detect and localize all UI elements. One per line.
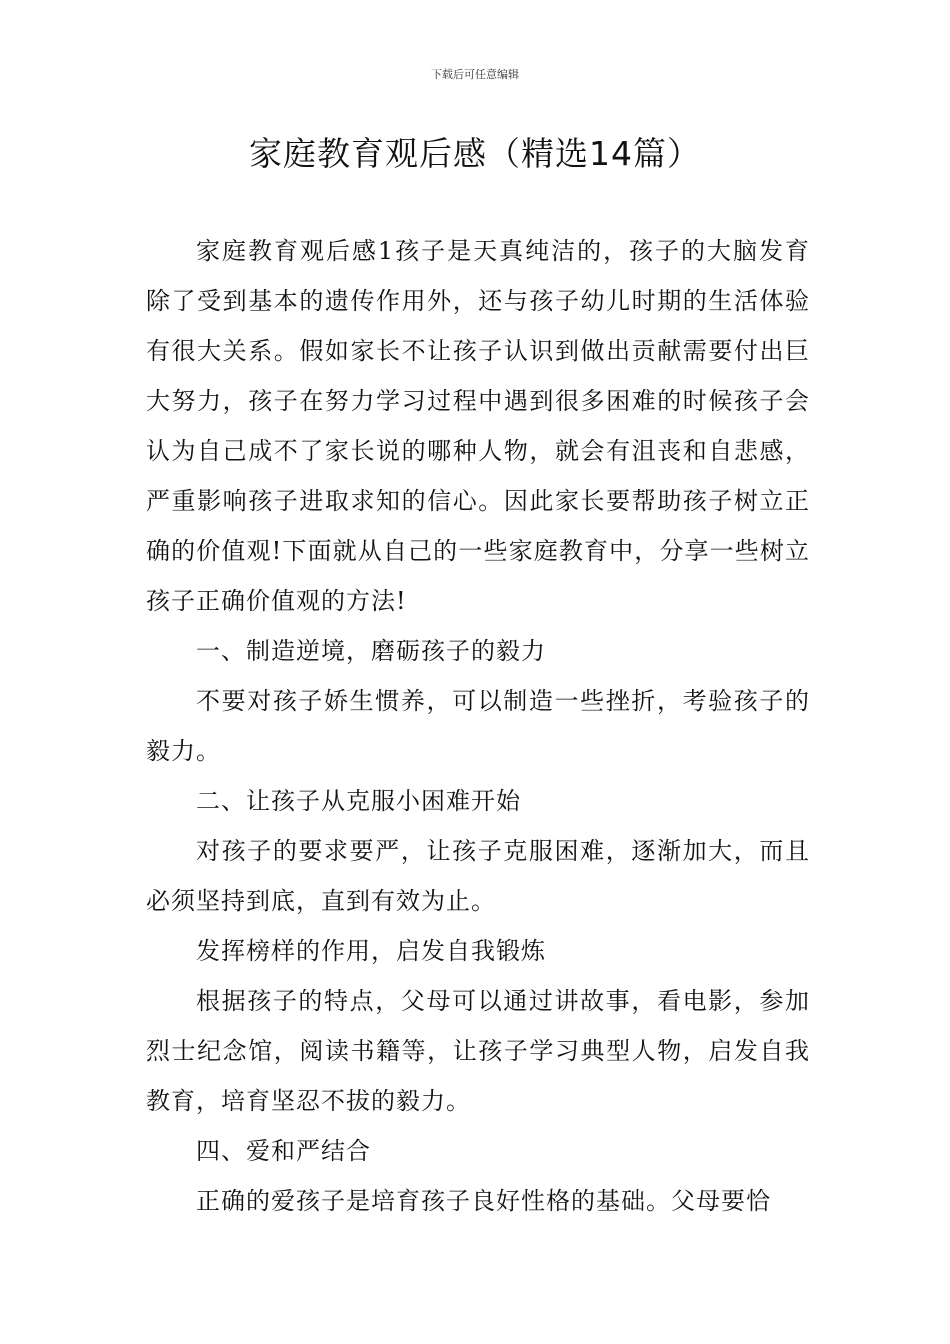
paragraph-section-2: 对孩子的要求要严，让孩子克服困难，逐渐加大，而且必须坚持到底，直到有效为止。 [146, 837, 810, 915]
document-title: 家庭教育观后感（精选14篇） [249, 134, 701, 173]
paragraph-section-3: 根据孩子的特点，父母可以通过讲故事，看电影，参加烈士纪念馆，阅读书籍等，让孩子学习典型人物，启发自我教育，培育坚忍不拔的毅力。 [146, 987, 810, 1115]
header-note: 下载后可任意编辑 [431, 68, 519, 81]
document-body [146, 226, 810, 1226]
paragraph-intro: 家庭教育观后感1孩子是天真纯洁的，孩子的大脑发育除了受到基本的遗传作用外，还与孩子幼儿时期的生活体验有很大关系。假如家长不让孩子认识到做出贡献需要付出巨大努力，孩子在努力学习过程中遇到很多困难的时候孩子会认为自己成不了家长说的哪种人物，就会有沮丧和自悲感，严重影响孩子进取求知的信心。因此家长要帮助孩子树立正确的价值观!下面就从自己的一些家庭教育中，分享一些树立孩子正确价值观的方法! [146, 237, 810, 615]
section-heading-2: 二、让孩子从克服小困难开始 [196, 787, 521, 815]
section-heading-3: 发挥榜样的作用，启发自我锻炼 [196, 937, 546, 965]
section-heading-4: 四、爱和严结合 [196, 1137, 371, 1165]
paragraph-section-4: 正确的爱孩子是培育孩子良好性格的基础。父母要恰 [196, 1187, 771, 1215]
paragraph-section-1: 不要对孩子娇生惯养，可以制造一些挫折，考验孩子的毅力。 [146, 687, 810, 765]
section-heading-1: 一、制造逆境，磨砺孩子的毅力 [196, 637, 546, 665]
